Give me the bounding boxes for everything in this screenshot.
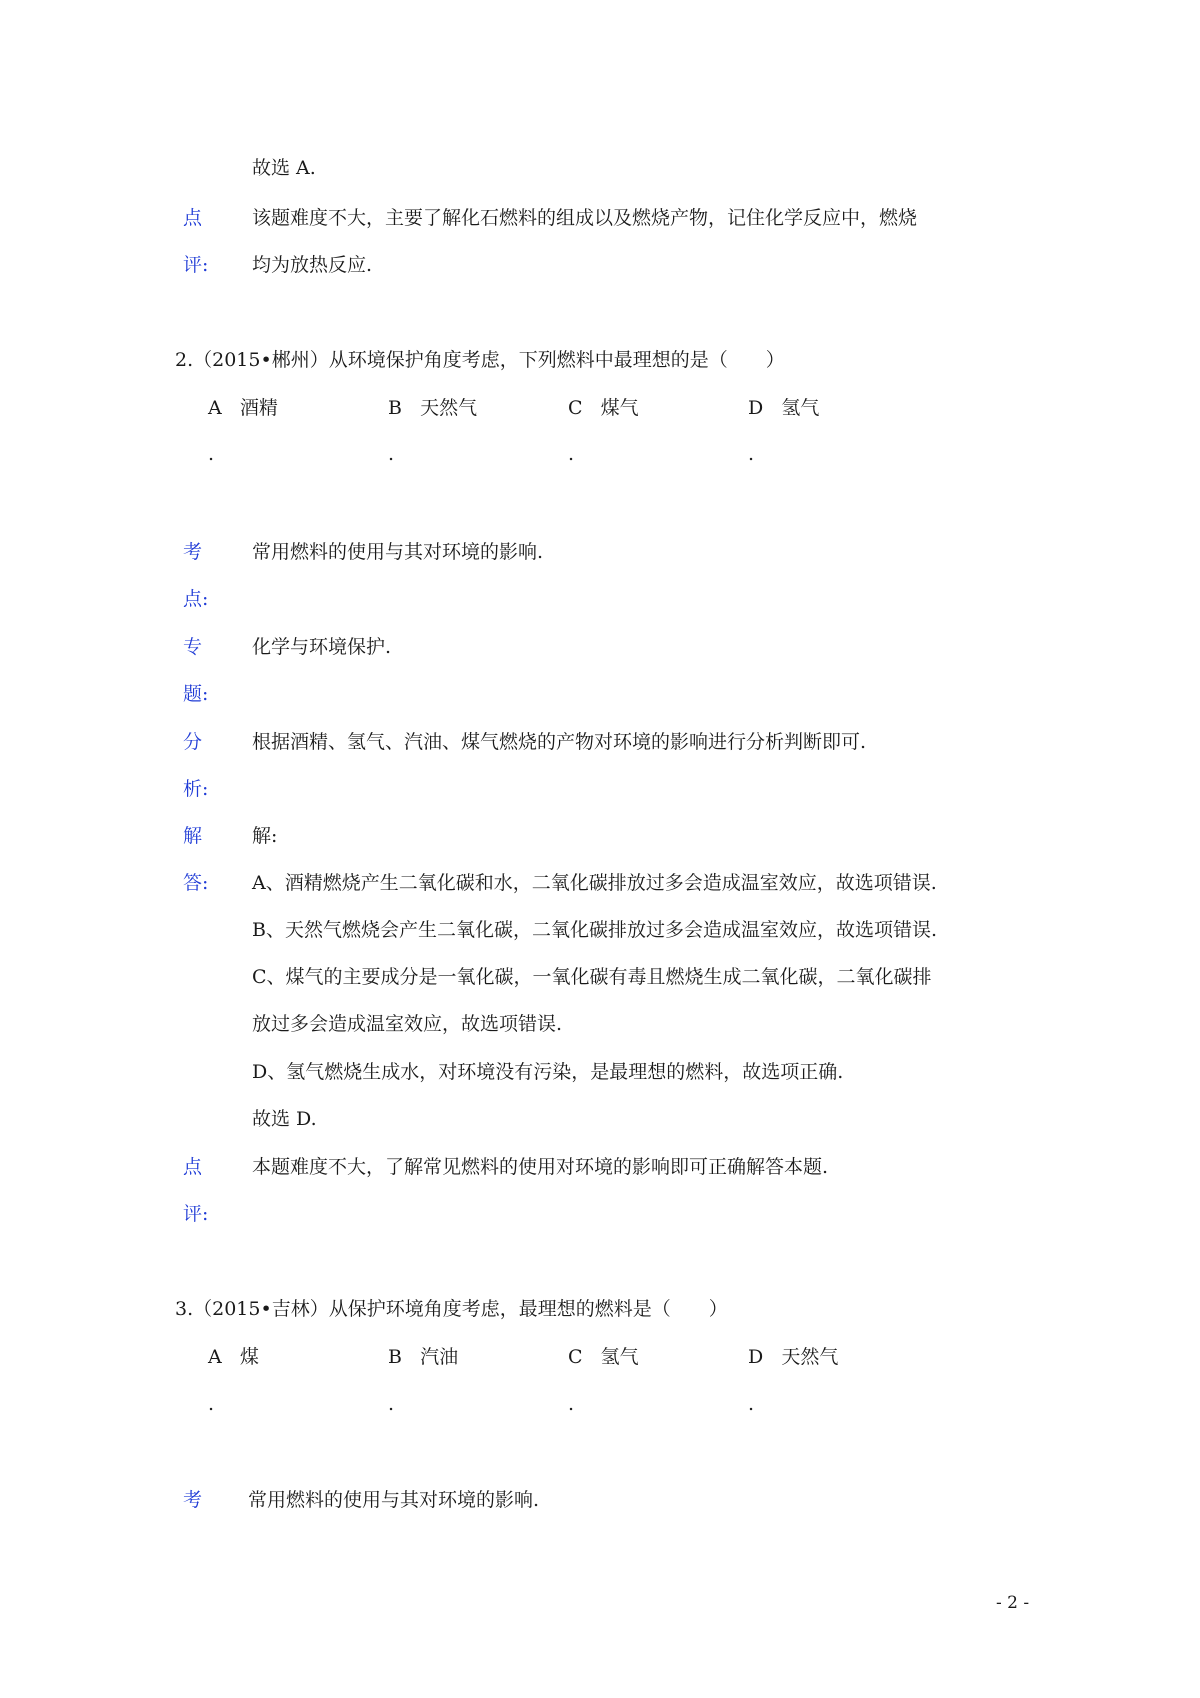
option-letter: C xyxy=(568,397,583,419)
q3-option-a-dot: . xyxy=(208,1393,215,1415)
q2-jieda-line: 故选 D. xyxy=(252,1108,317,1130)
q3-stem: 3.（2015•吉林）从保护环境角度考虑，最理想的燃料是（ ） xyxy=(175,1298,728,1320)
option-text: 酒精 xyxy=(239,397,278,419)
q2-kaodian-label-2: 点: xyxy=(183,588,209,610)
q2-stem: 2.（2015•郴州）从环境保护角度考虑，下列燃料中最理想的是（ ） xyxy=(175,349,785,371)
option-text: 天然气 xyxy=(781,1346,839,1368)
q2-option-d-dot: . xyxy=(748,443,755,465)
q3-option-b[interactable] xyxy=(388,1345,458,1369)
q2-option-b[interactable] xyxy=(388,396,477,420)
q2-kaodian-label-1: 考 xyxy=(183,541,203,563)
option-letter: B xyxy=(388,1346,402,1368)
q2-jieda-label-2: 答: xyxy=(183,872,209,894)
option-text: 汽油 xyxy=(420,1346,459,1368)
option-text: 氢气 xyxy=(781,397,820,419)
q2-option-c-dot: . xyxy=(568,443,575,465)
q2-jieda-line: D、氢气燃烧生成水，对环境没有污染，是最理想的燃料，故选项正确. xyxy=(252,1061,844,1083)
q3-option-b-dot: . xyxy=(388,1393,395,1415)
q2-dianping-label-2: 评: xyxy=(183,1203,209,1225)
q3-kaodian-label-1: 考 xyxy=(183,1489,203,1511)
q2-option-d[interactable] xyxy=(748,396,819,420)
option-letter: A xyxy=(208,1346,222,1368)
page-number: - 2 - xyxy=(996,1593,1030,1613)
option-letter: C xyxy=(568,1346,583,1368)
q2-kaodian-text: 常用燃料的使用与其对环境的影响. xyxy=(252,541,544,563)
option-text: 氢气 xyxy=(600,1346,639,1368)
q3-kaodian-text: 常用燃料的使用与其对环境的影响. xyxy=(248,1489,540,1511)
q2-jieda-line: 放过多会造成温室效应，故选项错误. xyxy=(252,1013,563,1035)
q3-option-c-dot: . xyxy=(568,1393,575,1415)
q3-option-c[interactable] xyxy=(568,1345,639,1369)
q1-comment-line-2: 均为放热反应. xyxy=(252,254,373,276)
q1-comment-line-1: 该题难度不大，主要了解化石燃料的组成以及燃烧产物，记住化学反应中，燃烧 xyxy=(252,207,918,229)
q2-fenxi-label-2: 析: xyxy=(183,778,209,800)
q2-zhuanti-label-2: 题: xyxy=(183,683,209,705)
q3-option-d[interactable] xyxy=(748,1345,838,1369)
q2-jieda-line: A、酒精燃烧产生二氧化碳和水，二氧化碳排放过多会造成温室效应，故选项错误. xyxy=(252,872,937,894)
q2-option-a-dot: . xyxy=(208,443,215,465)
option-letter: A xyxy=(208,397,222,419)
q2-dianping-text: 本题难度不大，了解常见燃料的使用对环境的影响即可正确解答本题. xyxy=(252,1156,829,1178)
q2-option-c[interactable] xyxy=(568,396,639,420)
q2-jieda-line: B、天然气燃烧会产生二氧化碳，二氧化碳排放过多会造成温室效应，故选项错误. xyxy=(252,919,938,941)
q3-option-a[interactable] xyxy=(208,1345,259,1369)
q2-jieda-label-1: 解 xyxy=(183,825,203,847)
q2-option-a[interactable] xyxy=(208,396,278,420)
q2-dianping-label-1: 点 xyxy=(183,1156,203,1178)
option-letter: D xyxy=(748,397,764,419)
option-letter: D xyxy=(748,1346,764,1368)
option-text: 煤气 xyxy=(600,397,639,419)
q1-conclusion: 故选 A. xyxy=(252,157,316,179)
q3-option-d-dot: . xyxy=(748,1393,755,1415)
q2-option-b-dot: . xyxy=(388,443,395,465)
q1-comment-label-2: 评: xyxy=(183,254,209,276)
option-text: 煤 xyxy=(239,1346,259,1368)
q2-zhuanti-label-1: 专 xyxy=(183,636,203,658)
q2-zhuanti-text: 化学与环境保护. xyxy=(252,636,392,658)
q1-comment-label-1: 点 xyxy=(183,207,203,229)
q2-fenxi-text: 根据酒精、氢气、汽油、煤气燃烧的产物对环境的影响进行分析判断即可. xyxy=(252,731,867,753)
option-text: 天然气 xyxy=(420,397,478,419)
q2-fenxi-label-1: 分 xyxy=(183,731,203,753)
q2-jieda-line: C、煤气的主要成分是一氧化碳，一氧化碳有毒且燃烧生成二氧化碳，二氧化碳排 xyxy=(252,966,932,988)
q2-jieda-line: 解: xyxy=(252,825,278,847)
option-letter: B xyxy=(388,397,402,419)
